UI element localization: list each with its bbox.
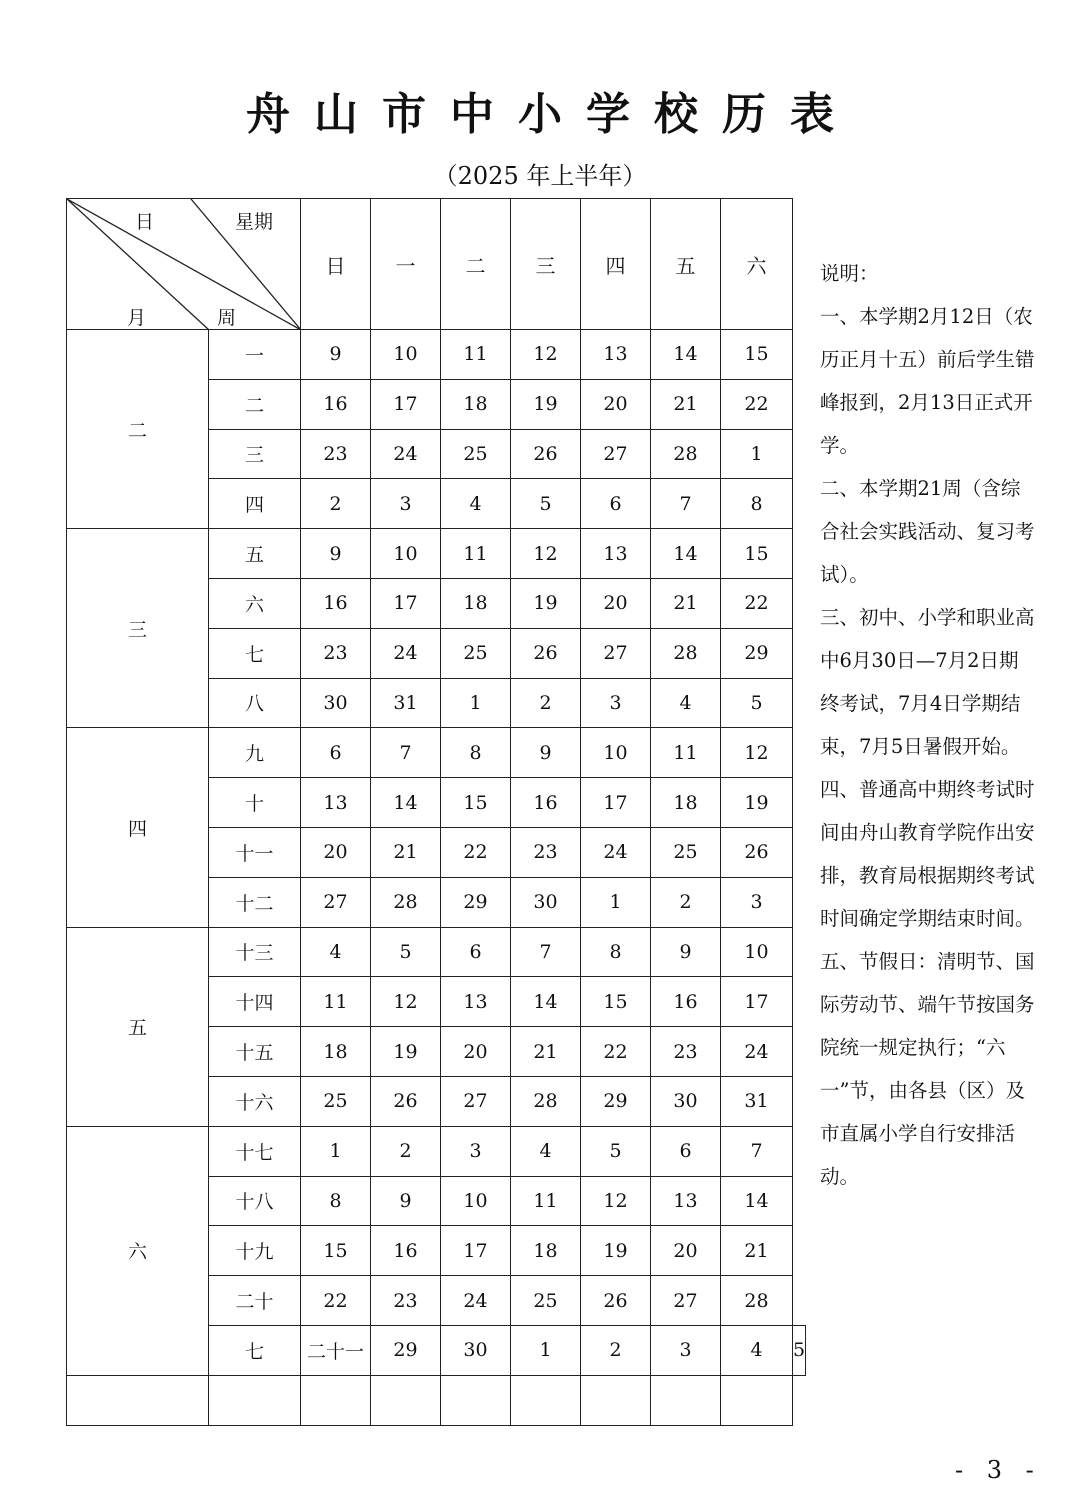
day-cell: 26 <box>371 1076 441 1126</box>
day-cell: 11 <box>441 529 511 579</box>
week-number-cell: 十二 <box>209 877 301 927</box>
day-cell: 19 <box>511 578 581 628</box>
day-cell: 14 <box>371 778 441 828</box>
day-cell: 15 <box>721 330 793 380</box>
empty-cell <box>301 1375 371 1425</box>
day-cell: 21 <box>721 1226 793 1276</box>
day-cell: 2 <box>371 1126 441 1176</box>
day-cell: 2 <box>581 1325 651 1375</box>
day-cell: 23 <box>301 628 371 678</box>
day-cell: 16 <box>651 977 721 1027</box>
note-item: 五、节假日：清明节、国际劳动节、端午节按国务院统一规定执行；“六一”节，由各县（区）及市直属小学自行安排活动。 <box>820 950 1035 1188</box>
corner-month-label: 月 <box>127 307 147 329</box>
day-cell: 12 <box>581 1176 651 1226</box>
day-cell: 13 <box>581 529 651 579</box>
weekday-header: 六 <box>721 199 793 330</box>
day-cell: 3 <box>441 1126 511 1176</box>
day-cell: 22 <box>301 1276 371 1326</box>
day-cell: 29 <box>371 1325 441 1375</box>
day-cell: 19 <box>581 1226 651 1276</box>
day-cell: 10 <box>441 1176 511 1226</box>
day-cell: 9 <box>651 927 721 977</box>
day-cell: 16 <box>371 1226 441 1276</box>
day-cell: 17 <box>721 977 793 1027</box>
weekday-header: 二 <box>441 199 511 330</box>
day-cell: 29 <box>721 628 793 678</box>
week-row <box>67 728 806 778</box>
day-cell: 8 <box>441 728 511 778</box>
day-cell: 23 <box>371 1276 441 1326</box>
day-cell: 27 <box>441 1076 511 1126</box>
day-cell: 2 <box>651 877 721 927</box>
day-cell: 25 <box>651 827 721 877</box>
week-number-cell: 四 <box>209 479 301 529</box>
empty-cell <box>67 1375 209 1425</box>
empty-cell <box>511 1375 581 1425</box>
day-cell: 23 <box>301 429 371 479</box>
week-number-cell: 十八 <box>209 1176 301 1226</box>
day-cell: 23 <box>511 827 581 877</box>
day-cell: 4 <box>301 927 371 977</box>
day-cell: 20 <box>581 379 651 429</box>
week-number-cell: 十六 <box>209 1076 301 1126</box>
day-cell: 9 <box>371 1176 441 1226</box>
day-cell: 12 <box>721 728 793 778</box>
day-cell: 28 <box>721 1276 793 1326</box>
corner-weekday-label: 星期 <box>235 211 274 233</box>
day-cell: 16 <box>511 778 581 828</box>
day-cell: 8 <box>581 927 651 977</box>
day-cell: 6 <box>651 1126 721 1176</box>
page-subtitle: （2025 年上半年） <box>433 162 647 190</box>
day-cell: 18 <box>651 778 721 828</box>
empty-row <box>67 1375 806 1425</box>
day-cell: 6 <box>581 479 651 529</box>
day-cell: 17 <box>441 1226 511 1276</box>
day-cell: 14 <box>721 1176 793 1226</box>
day-cell: 18 <box>511 1226 581 1276</box>
day-cell: 26 <box>721 827 793 877</box>
day-cell: 19 <box>721 778 793 828</box>
day-cell: 29 <box>441 877 511 927</box>
day-cell: 21 <box>651 379 721 429</box>
weekday-header: 日 <box>301 199 371 330</box>
day-cell: 7 <box>721 1126 793 1176</box>
day-cell: 19 <box>371 1027 441 1077</box>
note-item: 二、本学期21周（含综合社会实践活动、复习考试）。 <box>820 477 1035 586</box>
day-cell: 7 <box>651 479 721 529</box>
week-number-cell: 六 <box>209 578 301 628</box>
week-number-cell: 十 <box>209 778 301 828</box>
school-calendar-table <box>66 198 806 1426</box>
notes-heading: 说明： <box>820 262 879 285</box>
day-cell: 12 <box>511 529 581 579</box>
day-cell: 11 <box>651 728 721 778</box>
corner-day-label: 日 <box>135 211 155 233</box>
week-number-cell: 二十 <box>209 1276 301 1326</box>
weekday-header: 五 <box>651 199 721 330</box>
empty-cell <box>441 1375 511 1425</box>
day-cell: 30 <box>301 678 371 728</box>
day-cell: 13 <box>301 778 371 828</box>
day-cell: 27 <box>651 1276 721 1326</box>
day-cell: 21 <box>651 578 721 628</box>
weekday-header: 三 <box>511 199 581 330</box>
week-row <box>67 529 806 579</box>
day-cell: 28 <box>651 429 721 479</box>
day-cell: 14 <box>651 330 721 380</box>
day-cell: 25 <box>301 1076 371 1126</box>
day-cell: 15 <box>301 1226 371 1276</box>
week-number-cell: 八 <box>209 678 301 728</box>
day-cell: 22 <box>441 827 511 877</box>
corner-cell <box>67 199 301 330</box>
day-cell: 9 <box>511 728 581 778</box>
empty-cell <box>581 1375 651 1425</box>
day-cell: 17 <box>371 379 441 429</box>
day-cell: 15 <box>441 778 511 828</box>
day-cell: 4 <box>441 479 511 529</box>
week-number-cell: 一 <box>209 330 301 380</box>
day-cell: 1 <box>511 1325 581 1375</box>
day-cell: 25 <box>511 1276 581 1326</box>
day-cell: 2 <box>301 479 371 529</box>
day-cell: 15 <box>581 977 651 1027</box>
week-row <box>67 927 806 977</box>
empty-cell <box>721 1375 793 1425</box>
note-item: 四、普通高中期终考试时间由舟山教育学院作出安排，教育局根据期终考试时间确定学期结束时间。 <box>820 778 1035 930</box>
day-cell: 3 <box>581 678 651 728</box>
day-cell: 25 <box>441 628 511 678</box>
day-cell: 20 <box>651 1226 721 1276</box>
day-cell: 5 <box>793 1325 806 1375</box>
day-cell: 26 <box>511 628 581 678</box>
day-cell: 22 <box>721 578 793 628</box>
day-cell: 18 <box>301 1027 371 1077</box>
day-cell: 29 <box>581 1076 651 1126</box>
day-cell: 26 <box>511 429 581 479</box>
day-cell: 10 <box>371 330 441 380</box>
weekday-header: 一 <box>371 199 441 330</box>
day-cell: 18 <box>441 578 511 628</box>
day-cell: 5 <box>371 927 441 977</box>
day-cell: 3 <box>651 1325 721 1375</box>
day-cell: 22 <box>581 1027 651 1077</box>
day-cell: 27 <box>301 877 371 927</box>
day-cell: 14 <box>511 977 581 1027</box>
week-row <box>67 1126 806 1176</box>
header-row <box>67 199 806 330</box>
note-item: 一、本学期2月12日（农历正月十五）前后学生错峰报到，2月13日正式开学。 <box>820 305 1035 457</box>
month-cell: 七 <box>209 1325 301 1375</box>
day-cell: 25 <box>441 429 511 479</box>
day-cell: 23 <box>651 1027 721 1077</box>
day-cell: 8 <box>301 1176 371 1226</box>
day-cell: 4 <box>721 1325 793 1375</box>
page-number: - 3 - <box>955 1456 1042 1484</box>
day-cell: 22 <box>721 379 793 429</box>
month-cell: 六 <box>67 1126 209 1375</box>
day-cell: 8 <box>721 479 793 529</box>
day-cell: 6 <box>301 728 371 778</box>
day-cell: 3 <box>371 479 441 529</box>
week-number-cell: 二 <box>209 379 301 429</box>
day-cell: 31 <box>721 1076 793 1126</box>
day-cell: 31 <box>371 678 441 728</box>
week-number-cell: 七 <box>209 628 301 678</box>
month-cell: 四 <box>67 728 209 927</box>
week-row <box>67 330 806 380</box>
empty-cell <box>209 1375 301 1425</box>
notes-panel <box>820 252 1035 1198</box>
week-number-cell: 十五 <box>209 1027 301 1077</box>
day-cell: 5 <box>511 479 581 529</box>
week-number-cell: 二十一 <box>301 1325 371 1375</box>
month-cell: 三 <box>67 529 209 728</box>
day-cell: 13 <box>581 330 651 380</box>
day-cell: 17 <box>371 578 441 628</box>
day-cell: 3 <box>721 877 793 927</box>
week-number-cell: 十四 <box>209 977 301 1027</box>
day-cell: 5 <box>721 678 793 728</box>
day-cell: 10 <box>371 529 441 579</box>
corner-week-label: 周 <box>217 307 237 329</box>
week-number-cell: 九 <box>209 728 301 778</box>
day-cell: 11 <box>511 1176 581 1226</box>
week-number-cell: 十一 <box>209 827 301 877</box>
day-cell: 24 <box>441 1276 511 1326</box>
day-cell: 28 <box>511 1076 581 1126</box>
day-cell: 24 <box>371 628 441 678</box>
month-cell: 五 <box>67 927 209 1126</box>
weekday-header: 四 <box>581 199 651 330</box>
week-number-cell: 十七 <box>209 1126 301 1176</box>
day-cell: 2 <box>511 678 581 728</box>
day-cell: 15 <box>721 529 793 579</box>
day-cell: 4 <box>651 678 721 728</box>
week-number-cell: 十三 <box>209 927 301 977</box>
day-cell: 1 <box>721 429 793 479</box>
day-cell: 30 <box>651 1076 721 1126</box>
day-cell: 9 <box>301 529 371 579</box>
day-cell: 10 <box>581 728 651 778</box>
day-cell: 1 <box>581 877 651 927</box>
day-cell: 11 <box>301 977 371 1027</box>
day-cell: 28 <box>371 877 441 927</box>
week-number-cell: 十九 <box>209 1226 301 1276</box>
day-cell: 9 <box>301 330 371 380</box>
day-cell: 7 <box>511 927 581 977</box>
day-cell: 30 <box>511 877 581 927</box>
day-cell: 10 <box>721 927 793 977</box>
empty-cell <box>371 1375 441 1425</box>
day-cell: 27 <box>581 628 651 678</box>
day-cell: 21 <box>371 827 441 877</box>
day-cell: 6 <box>441 927 511 977</box>
week-number-cell: 三 <box>209 429 301 479</box>
day-cell: 20 <box>301 827 371 877</box>
day-cell: 7 <box>371 728 441 778</box>
day-cell: 28 <box>651 628 721 678</box>
day-cell: 16 <box>301 578 371 628</box>
day-cell: 16 <box>301 379 371 429</box>
day-cell: 20 <box>441 1027 511 1077</box>
month-cell: 二 <box>67 330 209 529</box>
day-cell: 1 <box>441 678 511 728</box>
day-cell: 12 <box>371 977 441 1027</box>
day-cell: 1 <box>301 1126 371 1176</box>
page-title: 舟山市中小学校历表 <box>246 89 858 140</box>
day-cell: 18 <box>441 379 511 429</box>
day-cell: 11 <box>441 330 511 380</box>
day-cell: 21 <box>511 1027 581 1077</box>
day-cell: 14 <box>651 529 721 579</box>
day-cell: 24 <box>721 1027 793 1077</box>
day-cell: 19 <box>511 379 581 429</box>
empty-cell <box>651 1375 721 1425</box>
day-cell: 5 <box>581 1126 651 1176</box>
day-cell: 24 <box>371 429 441 479</box>
day-cell: 20 <box>581 578 651 628</box>
day-cell: 27 <box>581 429 651 479</box>
note-item: 三、初中、小学和职业高中6月30日—7月2日期终考试，7月4日学期结束，7月5日暑假开始。 <box>820 606 1035 758</box>
day-cell: 4 <box>511 1126 581 1176</box>
day-cell: 12 <box>511 330 581 380</box>
day-cell: 24 <box>581 827 651 877</box>
day-cell: 13 <box>441 977 511 1027</box>
day-cell: 13 <box>651 1176 721 1226</box>
day-cell: 26 <box>581 1276 651 1326</box>
day-cell: 30 <box>441 1325 511 1375</box>
day-cell: 17 <box>581 778 651 828</box>
week-number-cell: 五 <box>209 529 301 579</box>
